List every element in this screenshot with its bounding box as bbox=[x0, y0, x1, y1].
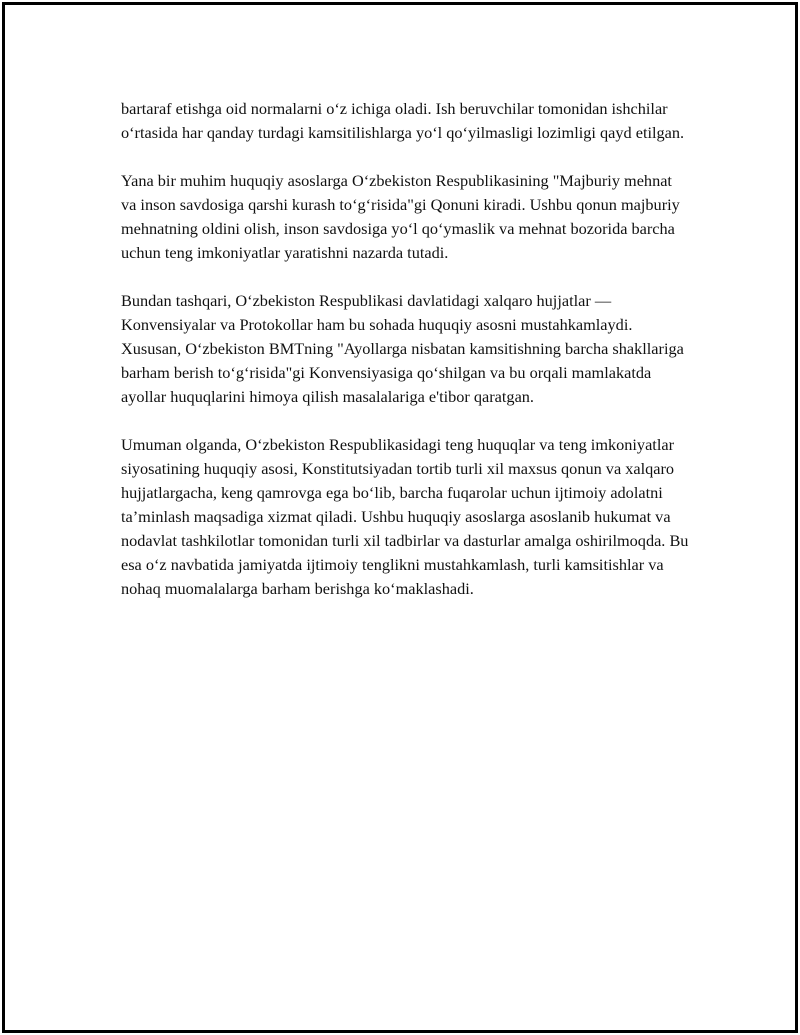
paragraph-2: Yana bir muhim huquqiy asoslarga O‘zbekiston Respublikasining "Majburiy mehnat va inson savdosiga qarshi kurash to‘g‘risida"gi Qonuni kiradi. Ushbu qonun majburiy mehnatning oldini olish, inson savdosiga yo‘l qo‘ymaslik va mehnat bozorida barcha uchun teng imkoniyatlar yaratishni nazarda tutadi. bbox=[121, 171, 680, 262]
paragraph-4: Umuman olganda, O‘zbekiston Respublikasidagi teng huquqlar va teng imkoniyatlar siyosatining huquqiy asosi, Konstitutsiyadan tortib turli xil maxsus qonun va xalqaro hujjatlargacha, keng qamrovga ega bo‘lib, barcha fuqarolar uchun ijtimoiy adolatni ta’minlash maqsadiga xizmat qiladi. Ushbu huquqiy asoslarga asoslanib hukumat va nodavlat tashkilotlar tomonidan turli xil tadbirlar va dasturlar amalga oshirilmoqda. Bu esa o‘z navbatida jamiyatda ijtimoiy tenglikni mustahkamlash, turli kamsitishlar va nohaq muomalalarga barham berishga ko‘maklashadi. bbox=[121, 435, 689, 598]
paragraph-3: Bundan tashqari, O‘zbekiston Respublikasi davlatidagi xalqaro hujjatlar — Konvensiyalar va Protokollar ham bu sohada huquqiy asosni mustahkamlaydi. Xususan, O‘zbekiston BMTning "Ayollarga nisbatan kamsitishning barcha shakllariga barham berish to‘g‘risida"gi Konvensiyasiga qo‘shilgan va bu orqali mamlakatda ayollar huquqlarini himoya qilish masalalariga e'tibor qaratgan. bbox=[121, 291, 684, 406]
document-page bbox=[2, 2, 798, 1033]
paragraph-1: bartaraf etishga oid normalarni o‘z ichiga oladi. Ish beruvchilar tomonidan ishchilar o‘rtasida har qanday turdagi kamsitilishlarga yo‘l qo‘yilmasligi lozimligi qayd etilgan. bbox=[121, 99, 685, 142]
document-body bbox=[121, 97, 691, 601]
